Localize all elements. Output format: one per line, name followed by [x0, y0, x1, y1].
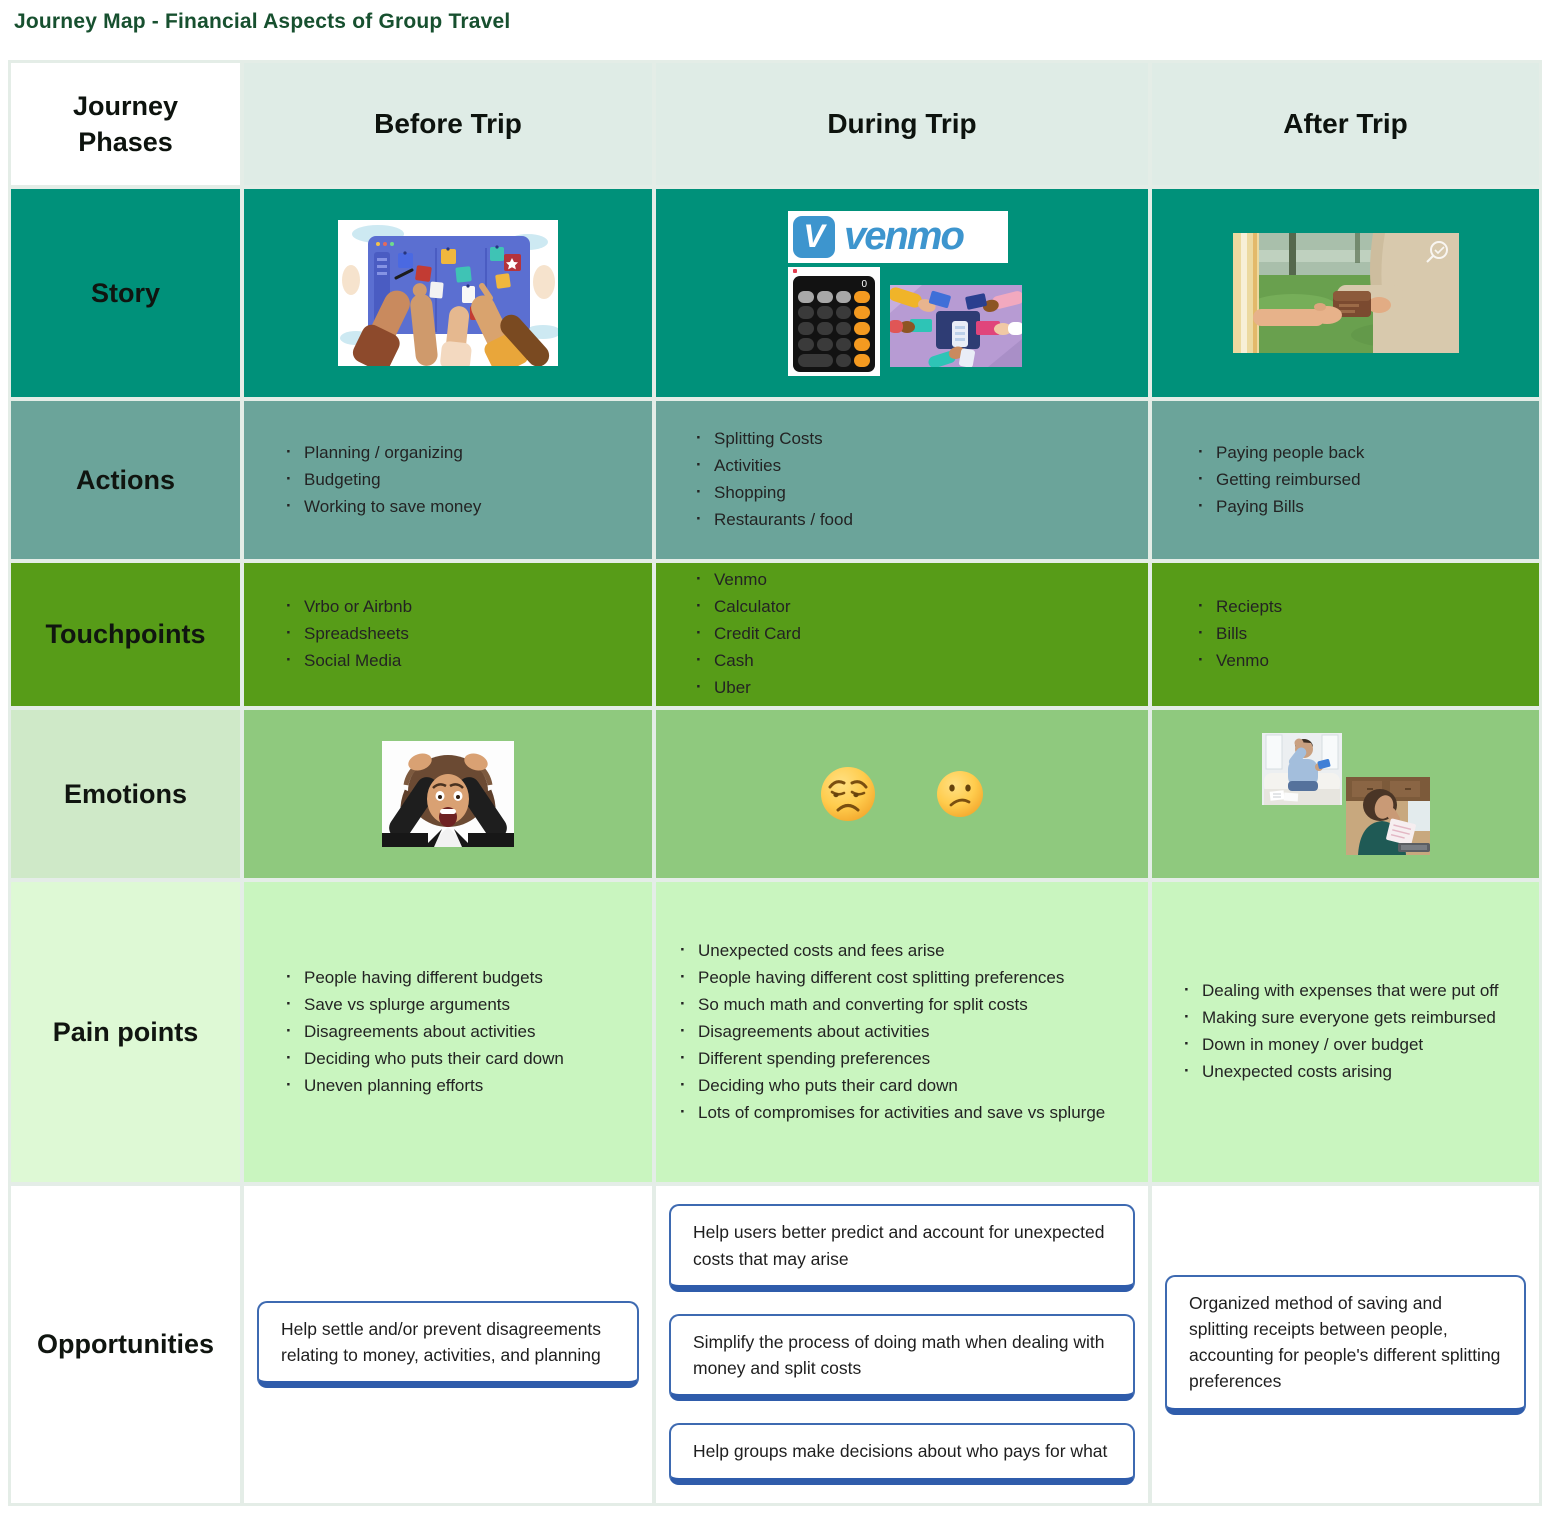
actions-cell-after: [1152, 401, 1539, 559]
list-item: · Credit Card: [694, 623, 801, 645]
list-item: · Splitting Costs: [694, 428, 853, 450]
story-cell-during: [656, 189, 1148, 397]
row-label-pain-points: Pain points: [11, 882, 240, 1182]
list-item: · Activities: [694, 455, 853, 477]
touchpoints-during-list: [694, 565, 801, 704]
venmo-symbol-icon: V: [793, 216, 835, 258]
opportunity-box: Help groups make decisions about who pays for what: [669, 1423, 1135, 1484]
list-item: · Restaurants / food: [694, 509, 853, 531]
list-item: · Budgeting: [284, 469, 481, 491]
list-item: · Shopping: [694, 482, 853, 504]
actions-cell-during: [656, 401, 1148, 559]
touchpoints-cell-after: [1152, 563, 1539, 706]
list-item: · Down in money / over budget: [1182, 1034, 1498, 1056]
list-item: · Venmo: [1196, 650, 1282, 672]
list-item: · Disagreements about activities: [284, 1021, 564, 1043]
list-item: · So much math and converting for split costs: [678, 994, 1105, 1016]
pain-cell-before: [244, 882, 652, 1182]
opportunities-cell-before: [244, 1186, 652, 1503]
touchpoints-cell-during: [656, 563, 1148, 706]
actions-cell-before: [244, 401, 652, 559]
man-reviewing-bills-photo: [1262, 733, 1342, 805]
list-item: · Paying people back: [1196, 442, 1364, 464]
opportunity-box: Organized method of saving and splitting receipts between people, accounting for people's different splitting preferences: [1165, 1275, 1526, 1415]
story-cell-after: [1152, 189, 1539, 397]
unamused-emoji: [819, 765, 877, 823]
calculator-panel: [793, 276, 875, 372]
emotions-cell-during: [656, 710, 1148, 878]
opportunity-box: Help settle and/or prevent disagreements relating to money, activities, and planning: [257, 1301, 639, 1389]
journey-map-table: [8, 60, 1542, 1506]
pain-during-list: [678, 935, 1105, 1128]
list-item: · Bills: [1196, 623, 1282, 645]
planning-board-illustration: [338, 220, 558, 366]
calculator-image: [788, 267, 880, 376]
actions-before-list: [284, 437, 481, 522]
emotions-cell-before: [244, 710, 652, 878]
list-item: · Save vs splurge arguments: [284, 994, 564, 1016]
list-item: · Different spending preferences: [678, 1048, 1105, 1070]
row-label-story: Story: [11, 189, 240, 397]
opportunities-cell-during: [656, 1186, 1148, 1503]
row-label-touchpoints: Touchpoints: [11, 563, 240, 706]
list-item: · Unexpected costs arising: [1182, 1061, 1498, 1083]
list-item: · Vrbo or Airbnb: [284, 596, 412, 618]
header-during-trip: During Trip: [656, 63, 1148, 185]
row-label-actions: Actions: [11, 401, 240, 559]
touchpoints-after-list: [1196, 592, 1282, 677]
pain-cell-after: [1152, 882, 1539, 1182]
header-after-trip: After Trip: [1152, 63, 1539, 185]
list-item: · Reciepts: [1196, 596, 1282, 618]
opportunity-box: Help users better predict and account for unexpected costs that may arise: [669, 1204, 1135, 1292]
card-splitting-illustration: [890, 285, 1022, 367]
list-item: · Deciding who puts their card down: [284, 1048, 564, 1070]
list-item: · Lots of compromises for activities and save vs splurge: [678, 1102, 1105, 1124]
header-journey-phases: Journey Phases: [11, 63, 240, 185]
page-title: Journey Map - Financial Aspects of Group Travel: [14, 10, 511, 33]
pain-after-list: [1182, 976, 1498, 1088]
calculator-display: 0: [861, 278, 867, 290]
story-cell-before: [244, 189, 652, 397]
stressed-woman-photo: [382, 741, 514, 847]
list-item: · Calculator: [694, 596, 801, 618]
calculator-keys: [798, 291, 870, 367]
pain-cell-during: [656, 882, 1148, 1182]
list-item: · Uneven planning efforts: [284, 1075, 564, 1097]
wallet-handover-photo: [1233, 233, 1459, 353]
app-badge-icon: [793, 269, 797, 273]
confused-emoji: [935, 769, 985, 819]
touchpoints-before-list: [284, 592, 412, 677]
opportunity-box: Simplify the process of doing math when dealing with money and split costs: [669, 1314, 1135, 1402]
list-item: · Disagreements about activities: [678, 1021, 1105, 1043]
touchpoints-cell-before: [244, 563, 652, 706]
list-item: · Working to save money: [284, 496, 481, 518]
venmo-wordmark: venmo: [844, 214, 963, 258]
list-item: · Spreadsheets: [284, 623, 412, 645]
list-item: · Paying Bills: [1196, 496, 1364, 518]
list-item: · Deciding who puts their card down: [678, 1075, 1105, 1097]
venmo-logo: [788, 211, 1008, 263]
actions-after-list: [1196, 437, 1364, 522]
after-emotions-composite: [1262, 733, 1430, 855]
list-item: · Making sure everyone gets reimbursed: [1182, 1007, 1498, 1029]
actions-during-list: [694, 424, 853, 536]
list-item: · People having different budgets: [284, 967, 564, 989]
list-item: · Cash: [694, 650, 801, 672]
list-item: · Uber: [694, 677, 801, 699]
woman-facepalm-photo: [1346, 777, 1430, 855]
emotions-cell-after: [1152, 710, 1539, 878]
list-item: · Getting reimbursed: [1196, 469, 1364, 491]
list-item: · Dealing with expenses that were put off: [1182, 980, 1498, 1002]
during-story-composite: [782, 211, 1022, 376]
row-label-emotions: Emotions: [11, 710, 240, 878]
list-item: · Unexpected costs and fees arise: [678, 940, 1105, 962]
header-before-trip: Before Trip: [244, 63, 652, 185]
list-item: · Planning / organizing: [284, 442, 481, 464]
list-item: · People having different cost splitting preferences: [678, 967, 1105, 989]
list-item: · Venmo: [694, 569, 801, 591]
opportunities-cell-after: [1152, 1186, 1539, 1503]
pain-before-list: [284, 962, 564, 1101]
list-item: · Social Media: [284, 650, 412, 672]
row-label-opportunities: Opportunities: [11, 1186, 240, 1503]
emoji-row: [819, 765, 985, 823]
